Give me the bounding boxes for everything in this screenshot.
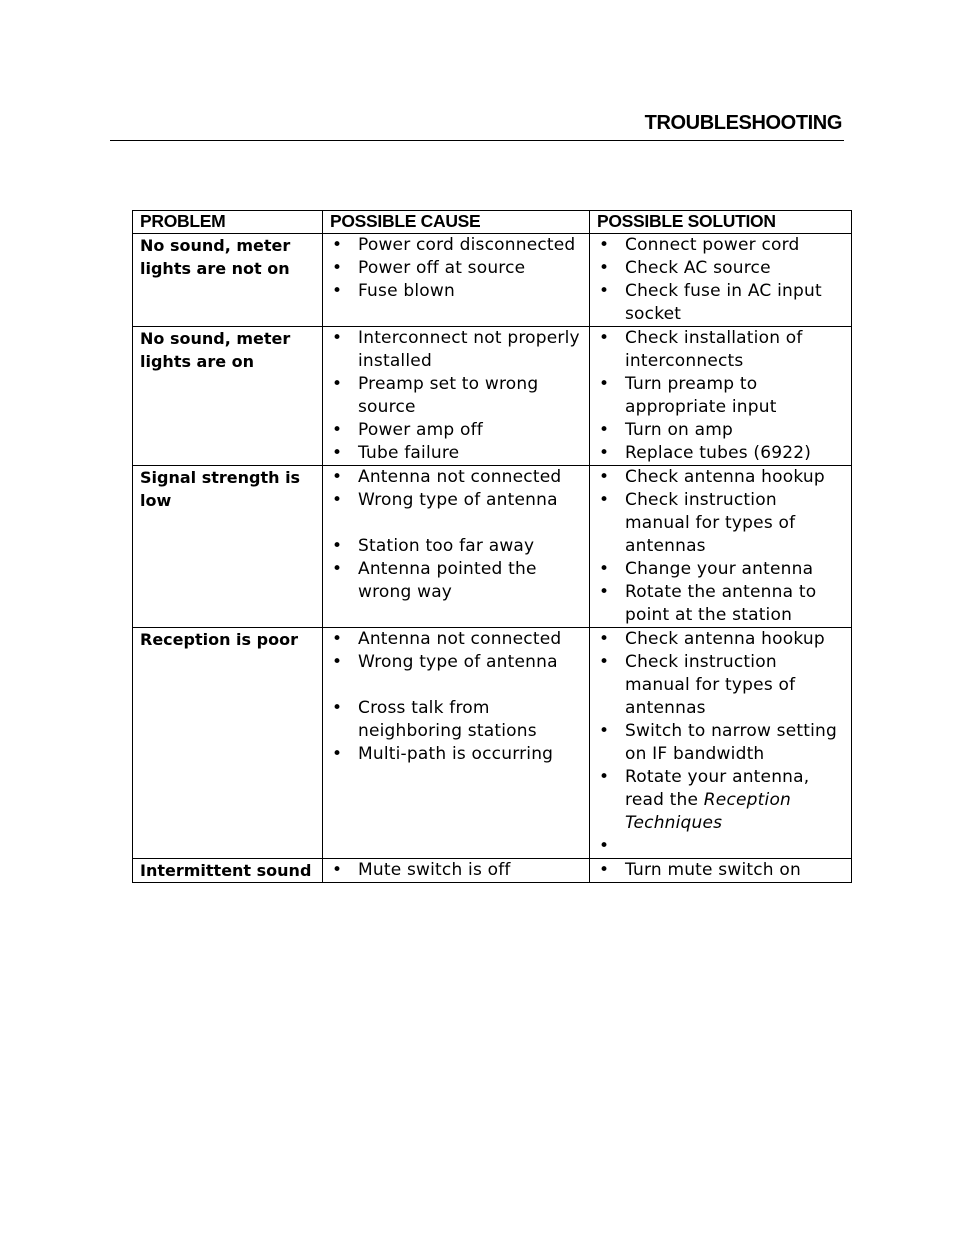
bullet-icon: • xyxy=(332,258,343,278)
troubleshooting-table xyxy=(132,210,852,883)
list-item: • Replace tubes (6922) xyxy=(599,443,812,463)
bullet-icon: • xyxy=(599,652,610,672)
bullet-icon: • xyxy=(332,281,343,301)
bullet-icon: • xyxy=(332,467,343,487)
bullet-icon: • xyxy=(599,559,610,579)
cause-cell xyxy=(323,859,590,883)
list-item: • Check antenna hookup xyxy=(599,467,825,487)
bullet-icon: • xyxy=(332,235,343,255)
bullet-icon: • xyxy=(599,836,610,856)
list-item: • Connect power cord xyxy=(599,235,800,255)
list-item: • Switch to narrow setting on IF bandwidth xyxy=(599,721,838,764)
list-item: • Power amp off xyxy=(332,420,483,440)
list-item: • Check instruction manual for types of antennas xyxy=(599,490,796,556)
problem-cell: Signal strength is low xyxy=(133,466,323,628)
bullet-icon: • xyxy=(599,467,610,487)
cause-cell xyxy=(323,628,590,859)
bullet-icon: • xyxy=(332,698,343,718)
bullet-icon: • xyxy=(332,374,343,394)
table-row xyxy=(133,859,852,883)
bullet-icon: • xyxy=(332,420,343,440)
list-item: • Check instruction manual for types of antennas xyxy=(599,652,796,718)
bullet-icon: • xyxy=(332,559,343,579)
problem-cell: Reception is poor xyxy=(133,628,323,859)
list-item: • Change your antenna xyxy=(599,559,814,579)
cause-cell xyxy=(323,234,590,327)
list-item: • Turn on amp xyxy=(599,420,733,440)
list-item: • Fuse blown xyxy=(332,281,455,301)
table-header-row xyxy=(133,211,852,234)
list-item: • Check installation of interconnects xyxy=(599,328,803,371)
list-item: • Antenna not connected xyxy=(332,629,562,649)
list-item: • Power off at source xyxy=(332,258,526,278)
bullet-icon: • xyxy=(599,490,610,510)
bullet-icon: • xyxy=(599,443,610,463)
column-header-problem: PROBLEM xyxy=(133,211,323,234)
bullet-icon: • xyxy=(599,328,610,348)
solution-cell xyxy=(590,859,852,883)
table-row xyxy=(133,628,852,859)
list-item: • Turn mute switch on xyxy=(599,860,801,880)
bullet-icon: • xyxy=(332,328,343,348)
list-item: • Antenna pointed the wrong way xyxy=(332,559,537,602)
bullet-icon: • xyxy=(332,652,343,672)
problem-cell: No sound, meter lights are not on xyxy=(133,234,323,327)
list-item: • Station too far away xyxy=(332,536,535,556)
bullet-icon: • xyxy=(599,582,610,602)
title-divider xyxy=(110,140,844,141)
list-item: • Turn preamp to appropriate input xyxy=(599,374,777,417)
bullet-icon: • xyxy=(599,281,610,301)
list-item: • Wrong type of antenna xyxy=(332,490,558,510)
bullet-icon: • xyxy=(332,744,343,764)
column-header-cause: POSSIBLE CAUSE xyxy=(323,211,590,234)
problem-cell: No sound, meter lights are on xyxy=(133,327,323,466)
list-item: • Check antenna hookup xyxy=(599,629,825,649)
bullet-icon: • xyxy=(332,629,343,649)
list-item: • Preamp set to wrong source xyxy=(332,374,539,417)
solution-cell xyxy=(590,327,852,466)
list-item xyxy=(597,835,847,858)
cause-cell xyxy=(323,327,590,466)
reference-title: Reception Techniques xyxy=(625,790,792,833)
bullet-icon: • xyxy=(599,767,610,787)
cause-cell xyxy=(323,466,590,628)
bullet-icon: • xyxy=(599,235,610,255)
list-item: • Wrong type of antenna xyxy=(332,652,558,672)
bullet-icon: • xyxy=(332,443,343,463)
list-item: • Antenna not connected xyxy=(332,467,562,487)
list-item: • Tube failure xyxy=(332,443,460,463)
bullet-icon: • xyxy=(599,258,610,278)
list-item: • Mute switch is off xyxy=(332,860,511,880)
list-item: • Rotate the antenna to point at the station xyxy=(599,582,817,625)
list-item: • Rotate your antenna, read the Reception Techniques xyxy=(599,767,810,833)
list-item: • Check AC source xyxy=(599,258,771,278)
problem-cell: Intermittent sound xyxy=(133,859,323,883)
solution-cell xyxy=(590,466,852,628)
solution-cell xyxy=(590,234,852,327)
bullet-icon: • xyxy=(332,860,343,880)
table-row xyxy=(133,327,852,466)
column-header-solution: POSSIBLE SOLUTION xyxy=(590,211,852,234)
bullet-icon: • xyxy=(599,374,610,394)
bullet-icon: • xyxy=(332,536,343,556)
bullet-icon: • xyxy=(332,490,343,510)
solution-cell xyxy=(590,628,852,859)
table-row xyxy=(133,234,852,327)
list-item: • Multi-path is occurring xyxy=(332,744,554,764)
bullet-icon: • xyxy=(599,860,610,880)
list-item: • Power cord disconnected xyxy=(332,235,576,255)
page-title: TROUBLESHOOTING xyxy=(644,112,842,134)
table-row xyxy=(133,466,852,628)
list-item: • Interconnect not properly installed xyxy=(332,328,580,371)
bullet-icon: • xyxy=(599,629,610,649)
list-item: • Check fuse in AC input socket xyxy=(599,281,822,324)
bullet-icon: • xyxy=(599,420,610,440)
list-item: • Cross talk from neighboring stations xyxy=(332,698,537,741)
bullet-icon: • xyxy=(599,721,610,741)
